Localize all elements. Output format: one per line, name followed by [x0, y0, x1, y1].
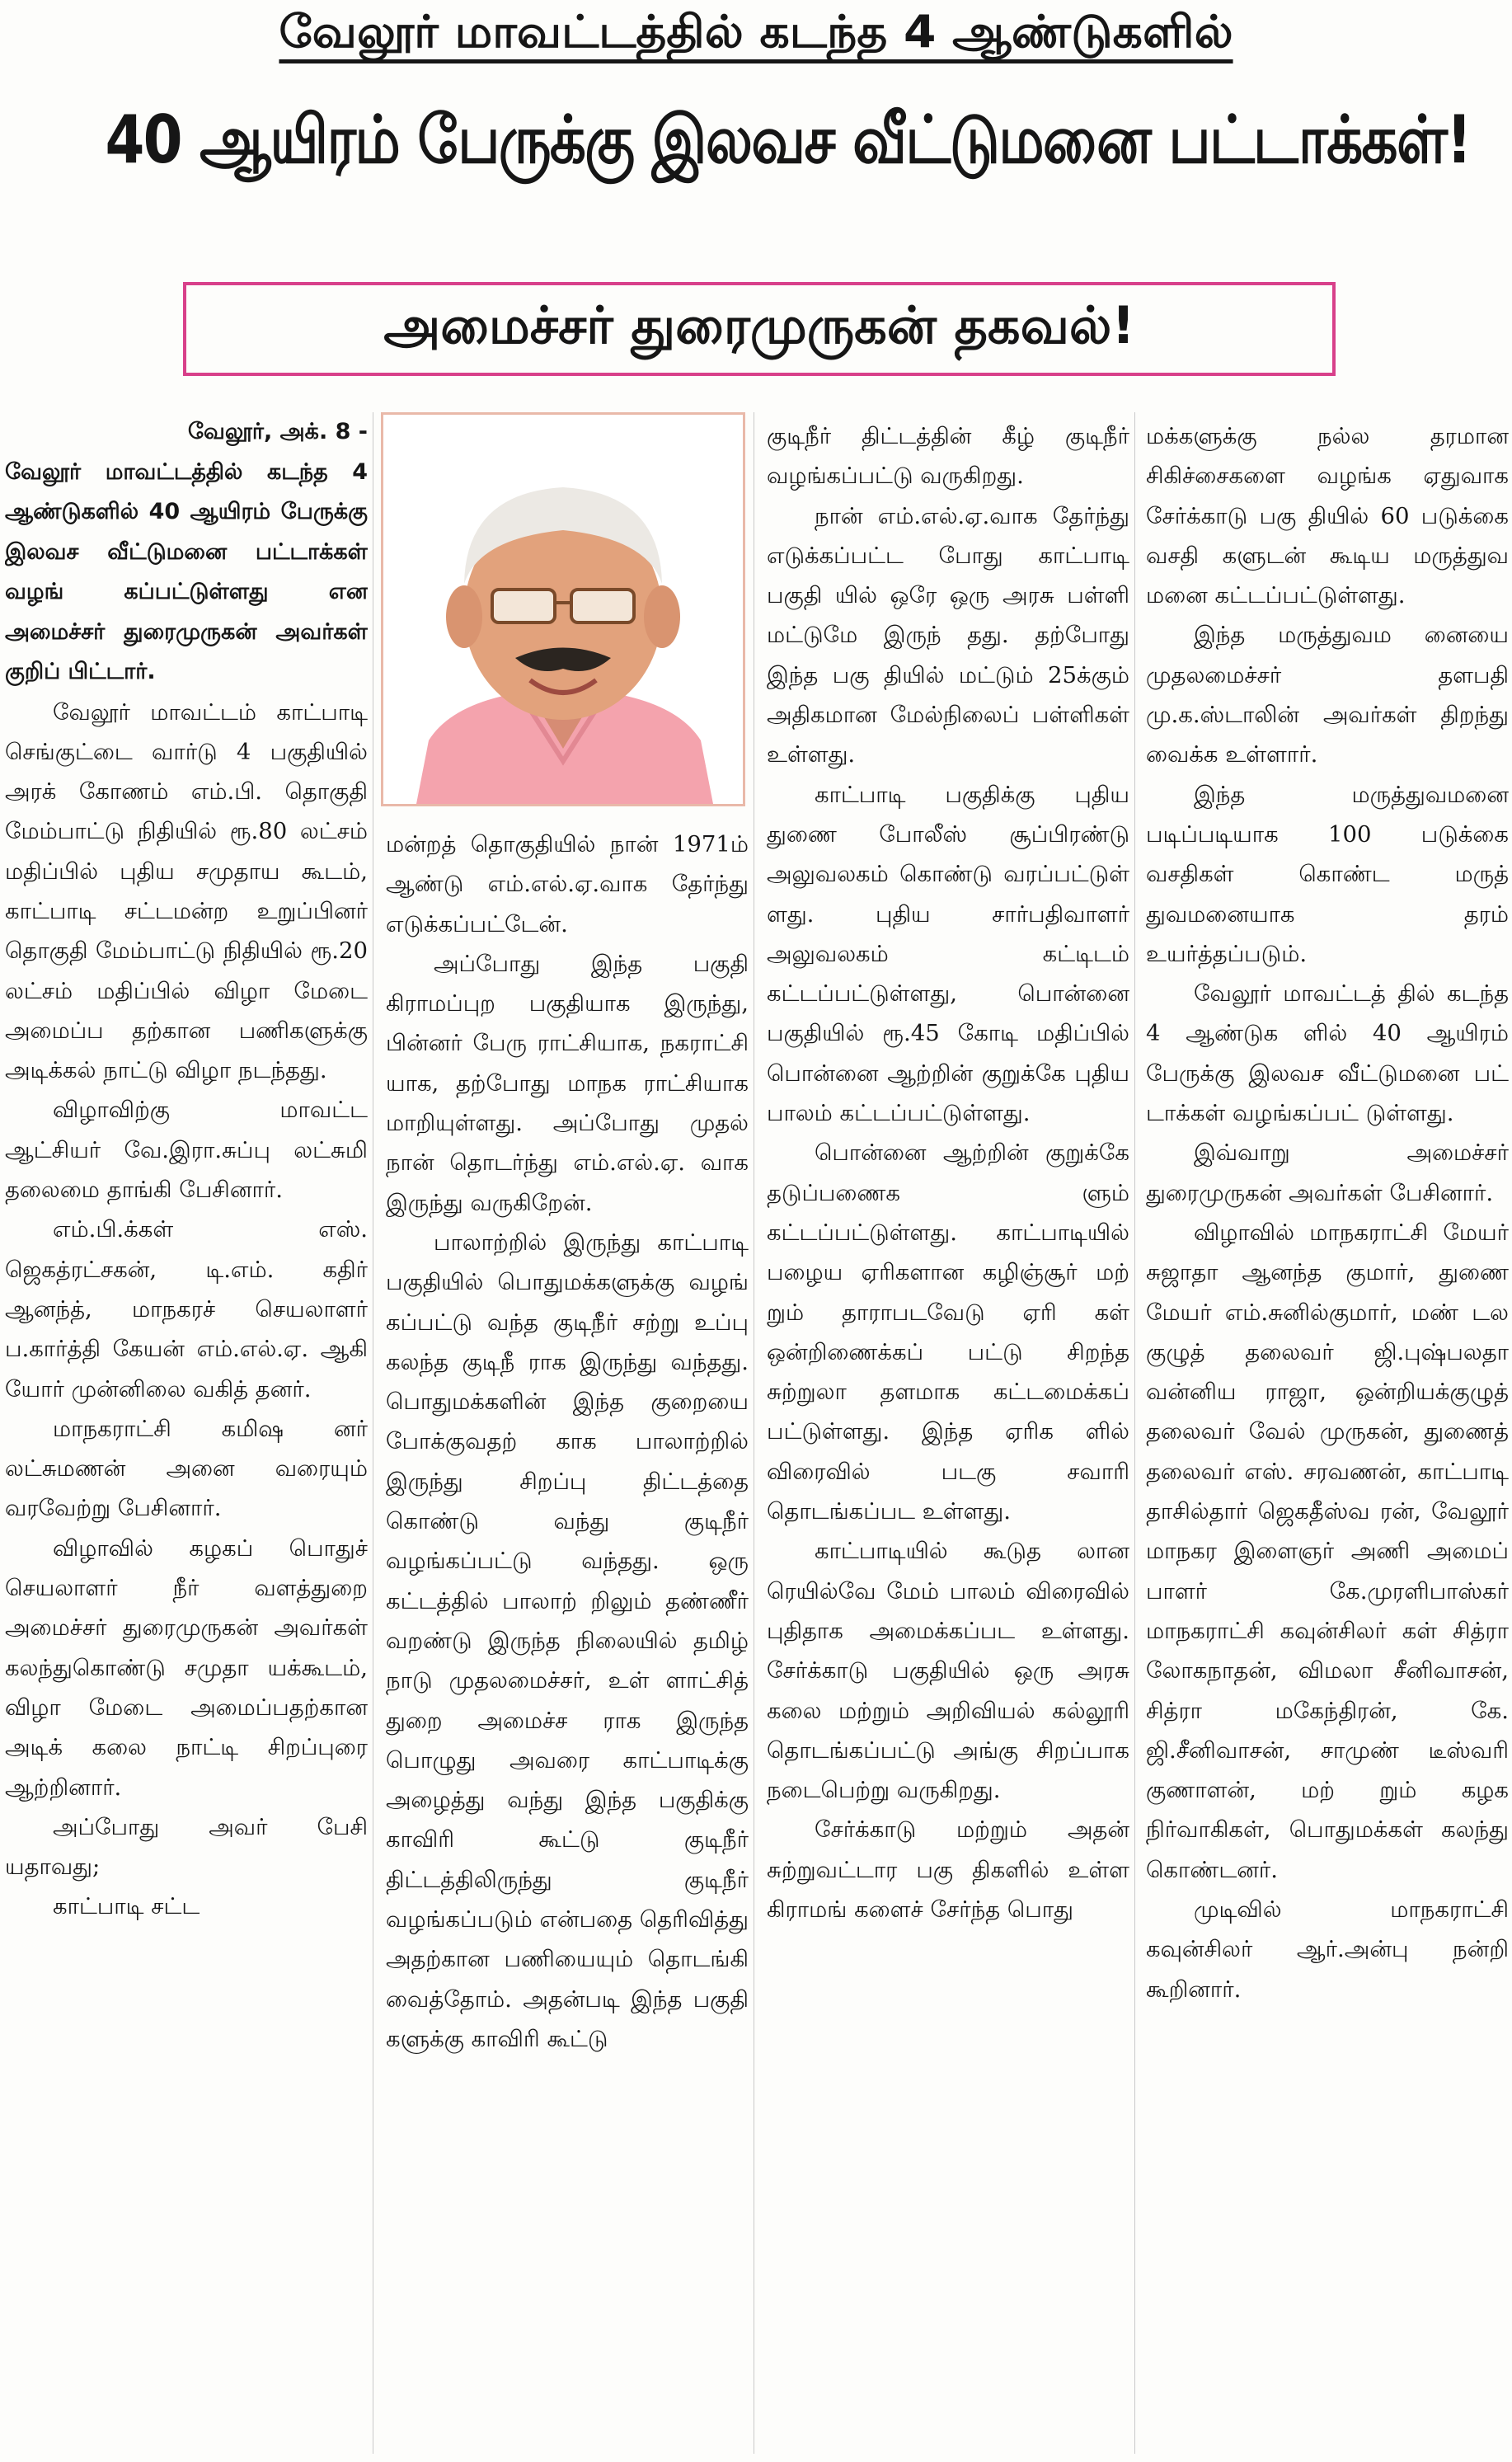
paragraph: அப்போது அவர் பேசி யதாவது;	[5, 1813, 368, 1881]
paragraph: எம்.பி.க்கள் எஸ். ஜெகத்ரட்சகன், டி.எம். கதிர் ஆனந்த், மாநகரச் செயலாளர் ப.கார்த்தி கேயன் எம்.எல்.ஏ. ஆகி யோர் முன்னிலை வகித் தனர்.	[5, 1216, 368, 1402]
paragraph: விழாவிற்கு மாவட்ட ஆட்சியர் வே.இரா.சுப்பு லட்சுமி தலைமை தாங்கி பேசினார்.	[5, 1097, 368, 1204]
paragraph: இந்த மருத்துவமனை படிப்படியாக 100 படுக்கை வசதிகள் கொண்ட மருத் துவமனையாக தரம் உயர்த்தப்படும்.	[1146, 781, 1509, 967]
subheading-text: அமைச்சர் துரைமுருகன் தகவல்!	[383, 295, 1135, 355]
paragraph: இந்த மருத்துவம னையை முதலமைச்சர் தளபதி மு.க.ஸ்டாலின் அவர்கள் திறந்து வைக்க உள்ளார்.	[1146, 622, 1509, 768]
column-1	[5, 412, 368, 2449]
headline: 40 ஆயிரம் பேருக்கு இலவச வீட்டுமனை பட்டாக்கள்!	[105, 101, 1471, 178]
paragraph: வேலூர் மாவட்டம் காட்பாடி செங்குட்டை வார்டு 4 பகுதியில் அரக் கோணம் எம்.பி. தொகுதி மேம்பாட்டு நிதியில் ரூ.80 லட்சம் மதிப்பில் புதிய சமுதாய கூடம், காட்பாடி சட்டமன்ற உறுப்பினர் தொகுதி மேம்பாட்டு நிதியில் ரூ.20 லட்சம் மதிப்பில் விழா மேடை அமைப்ப தற்கான பணிகளுக்கு அடிக்கல் நாட்டு விழா நடந்தது.	[5, 698, 368, 1084]
paragraph: விழாவில் மாநகராட்சி மேயர் சுஜாதா ஆனந்த குமார், துணை மேயர் எம்.சுனில்குமார், மண் டல குழுத் தலைவர் ஜி.புஷ்பலதா வன்னிய ராஜா, ஒன்றியக்குழுத் தலைவர் வேல் முருகன், துணைத் தலைவர் எஸ். சரவணன், காட்பாடி தாசில்தார் ஜெகதீஸ்வ ரன், வேலூர் மாநகர இளைஞர் அணி அமைப் பாளர் கே.முரளிபாஸ்கர் மாநகராட்சி கவுன்சிலர் கள் சித்ரா லோகநாதன், விமலா சீனிவாசன், சித்ரா மகேந்திரன், கே. ஜி.சீனிவாசன், சாமுண் டீஸ்வரி குணாளன், மற் றும் கழக நிர்வாகிகள், பொதுமக்கள் கலந்து கொண்டனர்.	[1146, 1219, 1509, 1883]
kicker-line	[0, 3, 1512, 61]
column-3	[767, 416, 1129, 2453]
kicker-text: வேலூர் மாவட்டத்தில் கடந்த 4 ஆண்டுகளில்	[279, 6, 1233, 63]
minister-photo	[381, 412, 745, 806]
paragraph: காட்பாடியில் கூடுத லான ரெயில்வே மேம் பாலம் விரைவில் புதிதாக அமைக்கப்பட உள்ளது. சேர்க்காடு பகுதியில் ஒரு அரசு கலை மற்றும் அறிவியல் கல்லூரி தொடங்கப்பட்டு அங்கு சிறப்பாக நடைபெற்று வருகிறது.	[767, 1538, 1129, 1804]
column-4	[1146, 416, 1509, 2453]
paragraph: பொன்னை ஆற்றின் குறுக்கே தடுப்பணைக ளும் கட்டப்பட்டுள்ளது. காட்பாடியில் பழைய ஏரிகளான கழிஞ்சூர் மற் றும் தாராபடவேடு ஏரி கள் ஒன்றிணைக்கப் பட்டு சிறந்த சுற்றுலா தளமாக கட்டமைக்கப் பட்டுள்ளது. இந்த ஏரிக ளில் விரைவில் படகு சவாரி தொடங்கப்பட உள்ளது.	[767, 1139, 1129, 1525]
paragraph: மக்களுக்கு நல்ல தரமான சிகிச்சைகளை வழங்க ஏதுவாக சேர்க்காடு பகு தியில் 60 படுக்கை வசதி களுடன் கூடிய மருத்துவ மனை கட்டப்பட்டுள்ளது.	[1146, 423, 1509, 609]
paragraph: நான் எம்.எல்.ஏ.வாக தேர்ந்து எடுக்கப்பட்ட போது காட்பாடி பகுதி யில் ஒரே ஒரு அரசு பள்ளி மட்டுமே இருந் தது. தற்போது இந்த பகு தியில் மட்டும் 25க்கும் அதிகமான மேல்நிலைப் பள்ளிகள் உள்ளது.	[767, 502, 1129, 768]
paragraph: பாலாற்றில் இருந்து காட்பாடி பகுதியில் பொதுமக்களுக்கு வழங் கப்பட்டு வந்த குடிநீர் சற்று உப்பு கலந்த குடிநீ ராக இருந்து வந்தது. பொதுமக்களின் இந்த குறையை போக்குவதற் காக பாலாற்றில் இருந்து சிறப்பு திட்டத்தை கொண்டு வந்து குடிநீர் வழங்கப்பட்டு வந்தது. ஒரு கட்டத்தில் பாலாற் றிலும் தண்ணீர் வறண்டு இருந்த நிலையில் தமிழ் நாடு முதலமைச்சர், உள் ளாட்சித் துறை அமைச்ச ராக இருந்த பொழுது அவரை காட்பாடிக்கு அழைத்து வந்து இந்த பகுதிக்கு காவிரி கூட்டு குடிநீர் திட்டத்திலிருந்து குடிநீர் வழங்கப்படும் என்பதை தெரிவித்து அதற்கான பணியையும் தொடங்கி வைத்தோம். அதன்படி இந்த பகுதி களுக்கு காவிரி கூட்டு	[386, 1229, 749, 2052]
paragraph: குடிநீர் திட்டத்தின் கீழ் குடிநீர் வழங்கப்பட்டு வருகிறது.	[767, 423, 1129, 490]
paragraph: மாநகராட்சி கமிஷ னர் லட்சுமணன் அனை வரையும் வரவேற்று பேசினார்.	[5, 1415, 368, 1522]
column-2	[386, 825, 749, 2454]
paragraph: மன்றத் தொகுதியில் நான் 1971ம் ஆண்டு எம்.எல்.ஏ.வாக தேர்ந்து எடுக்கப்பட்டேன்.	[386, 831, 749, 937]
paragraph: விழாவில் கழகப் பொதுச் செயலாளர் நீர் வளத்துறை அமைச்சர் துரைமுருகன் அவர்கள் கலந்துகொண்டு சமுதா யக்கூடம், விழா மேடை அமைப்பதற்கான அடிக் கலை நாட்டி சிறப்புரை ஆற்றினார்.	[5, 1534, 368, 1801]
subheading-box	[183, 282, 1336, 376]
paragraph: அப்போது இந்த பகுதி கிராமப்புற பகுதியாக இருந்து, பின்னர் பேரு ராட்சியாக, நகராட்சி யாக, தற்போது மாநக ராட்சியாக மாறியுள்ளது. அப்போது முதல் நான் தொடர்ந்து எம்.எல்.ஏ. வாக இருந்து வருகிறேன்.	[386, 950, 749, 1216]
paragraph: காட்பாடி சட்ட	[53, 1893, 200, 1920]
paragraph: முடிவில் மாநகராட்சி கவுன்சிலர் ஆர்.அன்பு நன்றி கூறினார்.	[1146, 1896, 1509, 2003]
paragraph: இவ்வாறு அமைச்சர் துரைமுருகன் அவர்கள் பேசினார்.	[1146, 1139, 1509, 1206]
paragraph: வேலூர் மாவட்டத் தில் கடந்த 4 ஆண்டுக ளில் 40 ஆயிரம் பேருக்கு இலவச வீட்டுமனை பட் டாக்கள் வழங்கப்பட் டுள்ளது.	[1146, 980, 1509, 1127]
paragraph: காட்பாடி பகுதிக்கு புதிய துணை போலீஸ் சூப்பிரண்டு அலுவலகம் கொண்டு வரப்பட்டுள் ளது. புதிய சார்பதிவாளர் அலுவலகம் கட்டிடம் கட்டப்பட்டுள்ளது, பொன்னை பகுதியில் ரூ.45 கோடி மதிப்பில் பொன்னை ஆற்றின் குறுக்கே புதிய பாலம் கட்டப்பட்டுள்ளது.	[767, 781, 1129, 1127]
column-1-body	[5, 693, 368, 1927]
dateline: வேலூர், அக். 8 -	[187, 419, 368, 444]
portrait-image	[383, 415, 743, 804]
lead-paragraph: வேலூர் மாவட்டத்தில் கடந்த 4 ஆண்டுகளில் 40 ஆயிரம் பேருக்கு இலவச வீட்டுமனை பட்டாக்கள் வழங் கப்பட்டுள்ளது என அமைச்சர் துரைமுருகன் அவர்கள் குறிப் பிட்டார்.	[5, 458, 368, 684]
column-rule	[1134, 412, 1135, 2454]
paragraph: சேர்க்காடு மற்றும் அதன் சுற்றுவட்டார பகு திகளில் உள்ள கிராமங் களைச் சேர்ந்த பொது	[767, 1816, 1129, 1923]
